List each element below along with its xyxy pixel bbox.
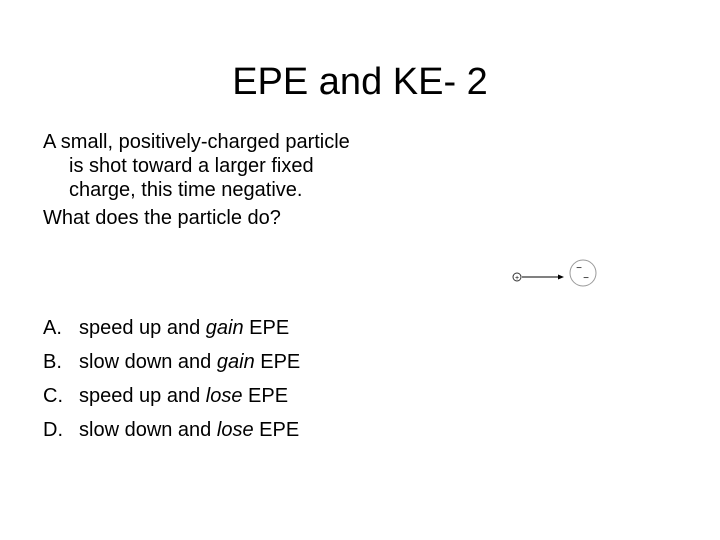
large-charge-symbol: − <box>583 273 589 284</box>
question-text <box>43 130 363 230</box>
option-c <box>43 384 300 418</box>
answer-options <box>43 316 300 452</box>
option-letter: D. <box>43 419 63 441</box>
option-b <box>43 350 300 384</box>
option-letter: A. <box>43 317 62 339</box>
large-negative-charge <box>570 260 596 286</box>
small-positive-charge <box>513 273 521 282</box>
option-text: slow down and gain EPE <box>79 351 301 373</box>
option-d <box>43 418 300 452</box>
small-charge-symbol: + <box>514 275 520 282</box>
motion-arrow <box>522 275 564 280</box>
slide-title: EPE and KE- 2 <box>232 61 488 103</box>
option-a <box>43 316 300 350</box>
question-followup: What does the particle do? <box>43 207 281 229</box>
charge-diagram <box>505 255 605 295</box>
option-letter: B. <box>43 351 62 373</box>
option-text: speed up and gain EPE <box>79 317 290 339</box>
large-charge-symbol: − <box>576 263 582 274</box>
option-text: speed up and lose EPE <box>79 385 289 407</box>
option-text: slow down and lose EPE <box>79 419 300 441</box>
option-letter: C. <box>43 385 63 407</box>
question-prompt: A small, positively-charged particle is shot toward a larger fixed charge, this time negative. <box>43 131 350 201</box>
